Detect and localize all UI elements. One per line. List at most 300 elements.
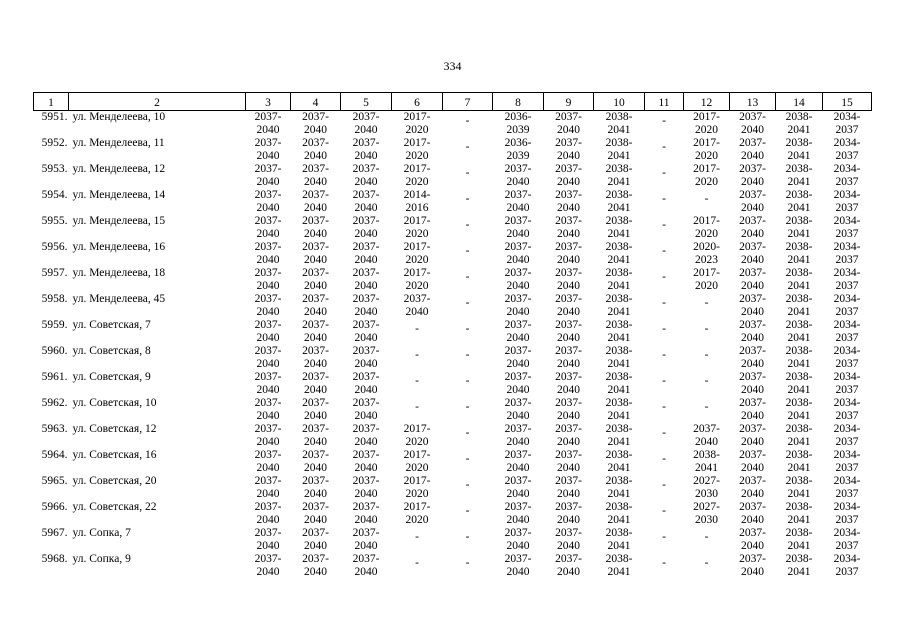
period-cell-col-7: - bbox=[465, 427, 470, 439]
period-cell-col-4: 2037- 2040 bbox=[302, 553, 329, 578]
period-cell-col-13: 2037- 2040 bbox=[739, 423, 766, 448]
period-cell-col-13: 2037- 2040 bbox=[739, 241, 766, 266]
period-cell-col-6: 2017- 2020 bbox=[403, 501, 431, 526]
period-cell-col-4: 2037- 2040 bbox=[302, 345, 329, 370]
period-cell-col-3: 2037- 2040 bbox=[254, 241, 282, 266]
period-cell-col-13: 2037- 2040 bbox=[739, 319, 766, 344]
period-cell-col-14: 2038- 2041 bbox=[785, 475, 813, 500]
row-number: 5953. bbox=[41, 163, 68, 175]
period-cell-col-5: 2037- 2040 bbox=[352, 475, 380, 500]
period-cell-col-10: 2038- 2041 bbox=[605, 163, 633, 188]
period-cell-col-10: 2038- 2041 bbox=[605, 215, 633, 240]
period-cell-col-9: 2037- 2040 bbox=[555, 215, 582, 240]
period-cell-col-3: 2037- 2040 bbox=[254, 345, 282, 370]
period-cell-col-4: 2037- 2040 bbox=[302, 527, 329, 552]
period-cell-col-7: - bbox=[465, 453, 470, 465]
period-cell-col-3: 2037- 2040 bbox=[254, 501, 282, 526]
period-cell-col-7: - bbox=[465, 115, 470, 127]
period-cell-col-3: 2037- 2040 bbox=[254, 215, 282, 240]
period-cell-col-14: 2038- 2041 bbox=[785, 371, 813, 396]
row-number: 5967. bbox=[41, 527, 68, 539]
period-cell-col-10: 2038- 2041 bbox=[605, 527, 633, 552]
period-cell-col-3: 2037- 2040 bbox=[254, 319, 282, 344]
table-row bbox=[34, 241, 872, 267]
period-cell-col-6: 2017- 2020 bbox=[403, 215, 431, 240]
period-cell-col-11: - bbox=[662, 141, 666, 153]
period-cell-col-4: 2037- 2040 bbox=[302, 215, 329, 240]
period-cell-col-14: 2038- 2041 bbox=[785, 163, 813, 188]
period-cell-col-12: - bbox=[704, 375, 709, 387]
address-cell: ул. Менделеева, 45 bbox=[72, 293, 166, 305]
period-cell-col-8: 2037- 2040 bbox=[504, 397, 532, 422]
period-cell-col-12: - bbox=[704, 401, 709, 413]
period-cell-col-11: - bbox=[662, 219, 666, 231]
period-cell-col-11: - bbox=[662, 375, 666, 387]
period-cell-col-11: - bbox=[662, 557, 666, 569]
period-cell-col-4: 2037- 2040 bbox=[302, 449, 329, 474]
period-cell-col-5: 2037- 2040 bbox=[352, 371, 380, 396]
period-cell-col-12: 2017- 2020 bbox=[693, 267, 720, 292]
row-number: 5956. bbox=[41, 241, 68, 253]
period-cell-col-15: 2034- 2037 bbox=[833, 189, 861, 214]
period-cell-col-12: - bbox=[704, 297, 709, 309]
period-cell-col-6: 2017- 2020 bbox=[403, 241, 431, 266]
period-cell-col-3: 2037- 2040 bbox=[254, 189, 282, 214]
period-cell-col-7: - bbox=[465, 479, 470, 491]
period-cell-col-14: 2038- 2041 bbox=[785, 345, 813, 370]
address-cell: ул. Советская, 9 bbox=[72, 371, 151, 383]
period-cell-col-4: 2037- 2040 bbox=[302, 371, 329, 396]
column-header-7: 7 bbox=[443, 93, 493, 111]
period-cell-col-3: 2037- 2040 bbox=[254, 527, 282, 552]
period-cell-col-13: 2037- 2040 bbox=[739, 137, 766, 162]
address-cell: ул. Советская, 16 bbox=[72, 449, 157, 461]
period-cell-col-6: 2017- 2020 bbox=[403, 423, 431, 448]
period-cell-col-12: 2017- 2020 bbox=[693, 111, 720, 136]
period-cell-col-14: 2038- 2041 bbox=[785, 241, 813, 266]
period-cell-col-7: - bbox=[465, 375, 470, 387]
period-cell-col-10: 2038- 2041 bbox=[605, 319, 633, 344]
period-cell-col-4: 2037- 2040 bbox=[302, 475, 329, 500]
period-cell-col-3: 2037- 2040 bbox=[254, 449, 282, 474]
period-cell-col-9: 2037- 2040 bbox=[555, 345, 582, 370]
period-cell-col-3: 2037- 2040 bbox=[254, 137, 282, 162]
address-cell: ул. Менделеева, 18 bbox=[72, 267, 166, 279]
column-header-12: 12 bbox=[684, 93, 730, 111]
period-cell-col-9: 2037- 2040 bbox=[555, 475, 582, 500]
period-cell-col-8: 2037- 2040 bbox=[504, 189, 532, 214]
period-cell-col-15: 2034- 2037 bbox=[833, 267, 861, 292]
period-cell-col-7: - bbox=[465, 193, 470, 205]
period-cell-col-3: 2037- 2040 bbox=[254, 293, 282, 318]
period-cell-col-14: 2038- 2041 bbox=[785, 423, 813, 448]
period-cell-col-8: 2037- 2040 bbox=[504, 553, 532, 578]
period-cell-col-7: - bbox=[465, 271, 470, 283]
period-cell-col-15: 2034- 2037 bbox=[833, 553, 861, 578]
period-cell-col-5: 2037- 2040 bbox=[352, 189, 380, 214]
period-cell-col-8: 2036- 2039 bbox=[504, 137, 532, 162]
table-row bbox=[34, 319, 872, 345]
period-cell-col-10: 2038- 2041 bbox=[605, 423, 633, 448]
period-cell-col-13: 2037- 2040 bbox=[739, 475, 766, 500]
period-cell-col-5: 2037- 2040 bbox=[352, 423, 380, 448]
column-header-9: 9 bbox=[544, 93, 594, 111]
period-cell-col-14: 2038- 2041 bbox=[785, 501, 813, 526]
period-cell-col-4: 2037- 2040 bbox=[302, 241, 329, 266]
period-cell-col-6: 2017- 2020 bbox=[403, 137, 431, 162]
period-cell-col-7: - bbox=[465, 297, 470, 309]
period-cell-col-12: - bbox=[704, 557, 709, 569]
period-cell-col-9: 2037- 2040 bbox=[555, 319, 582, 344]
period-cell-col-12: - bbox=[704, 531, 709, 543]
period-cell-col-9: 2037- 2040 bbox=[555, 527, 582, 552]
address-cell: ул. Менделеева, 10 bbox=[72, 111, 166, 123]
period-cell-col-9: 2037- 2040 bbox=[555, 449, 582, 474]
period-cell-col-10: 2038- 2041 bbox=[605, 267, 633, 292]
row-number: 5962. bbox=[41, 397, 68, 409]
period-cell-col-6: - bbox=[415, 401, 419, 413]
period-cell-col-6: - bbox=[415, 349, 419, 361]
address-cell: ул. Менделеева, 14 bbox=[72, 189, 166, 201]
period-cell-col-8: 2037- 2040 bbox=[504, 449, 532, 474]
period-cell-col-7: - bbox=[465, 141, 470, 153]
table-row bbox=[34, 215, 872, 241]
period-cell-col-3: 2037- 2040 bbox=[254, 111, 282, 136]
column-header-8: 8 bbox=[493, 93, 544, 111]
period-cell-col-9: 2037- 2040 bbox=[555, 293, 582, 318]
period-cell-col-13: 2037- 2040 bbox=[739, 501, 766, 526]
period-cell-col-13: 2037- 2040 bbox=[739, 345, 766, 370]
period-cell-col-13: 2037- 2040 bbox=[739, 111, 766, 136]
row-number: 5968. bbox=[41, 553, 68, 565]
period-cell-col-12: 2027- 2030 bbox=[693, 501, 720, 526]
period-cell-col-4: 2037- 2040 bbox=[302, 111, 329, 136]
period-cell-col-15: 2034- 2037 bbox=[833, 163, 861, 188]
period-cell-col-15: 2034- 2037 bbox=[833, 345, 861, 370]
period-cell-col-9: 2037- 2040 bbox=[555, 501, 582, 526]
period-cell-col-5: 2037- 2040 bbox=[352, 215, 380, 240]
period-cell-col-14: 2038- 2041 bbox=[785, 449, 813, 474]
period-cell-col-7: - bbox=[465, 323, 470, 335]
period-cell-col-5: 2037- 2040 bbox=[352, 397, 380, 422]
column-header-4: 4 bbox=[291, 93, 341, 111]
period-cell-col-4: 2037- 2040 bbox=[302, 267, 329, 292]
column-header-6: 6 bbox=[392, 93, 443, 111]
period-cell-col-3: 2037- 2040 bbox=[254, 475, 282, 500]
row-number: 5952. bbox=[41, 137, 68, 149]
row-number: 5963. bbox=[41, 423, 68, 435]
address-cell: ул. Советская, 10 bbox=[72, 397, 157, 409]
period-cell-col-5: 2037- 2040 bbox=[352, 527, 380, 552]
row-number: 5965. bbox=[41, 475, 68, 487]
table-row bbox=[34, 111, 872, 138]
column-header-5: 5 bbox=[341, 93, 392, 111]
period-cell-col-3: 2037- 2040 bbox=[254, 397, 282, 422]
period-cell-col-8: 2036- 2039 bbox=[504, 111, 532, 136]
period-cell-col-9: 2037- 2040 bbox=[555, 397, 582, 422]
period-cell-col-14: 2038- 2041 bbox=[785, 267, 813, 292]
period-cell-col-5: 2037- 2040 bbox=[352, 137, 380, 162]
period-cell-col-14: 2038- 2041 bbox=[785, 111, 813, 136]
table-row bbox=[34, 449, 872, 475]
table-row bbox=[34, 345, 872, 371]
period-cell-col-9: 2037- 2040 bbox=[555, 371, 582, 396]
period-cell-col-14: 2038- 2041 bbox=[785, 527, 813, 552]
period-cell-col-10: 2038- 2041 bbox=[605, 397, 633, 422]
period-cell-col-10: 2038- 2041 bbox=[605, 553, 633, 578]
address-cell: ул. Менделеева, 12 bbox=[72, 163, 166, 175]
period-cell-col-14: 2038- 2041 bbox=[785, 553, 813, 578]
period-cell-col-15: 2034- 2037 bbox=[833, 527, 861, 552]
period-cell-col-15: 2034- 2037 bbox=[833, 423, 861, 448]
period-cell-col-15: 2034- 2037 bbox=[833, 371, 861, 396]
table-row bbox=[34, 423, 872, 449]
period-cell-col-9: 2037- 2040 bbox=[555, 267, 582, 292]
period-cell-col-15: 2034- 2037 bbox=[833, 137, 861, 162]
period-cell-col-9: 2037- 2040 bbox=[555, 423, 582, 448]
period-cell-col-12: 2017- 2020 bbox=[693, 137, 720, 162]
period-cell-col-10: 2038- 2041 bbox=[605, 293, 633, 318]
period-cell-col-13: 2037- 2040 bbox=[739, 449, 766, 474]
period-cell-col-13: 2037- 2040 bbox=[739, 397, 766, 422]
period-cell-col-14: 2038- 2041 bbox=[785, 293, 813, 318]
period-cell-col-10: 2038- 2041 bbox=[605, 137, 633, 162]
period-cell-col-7: - bbox=[465, 531, 470, 543]
period-cell-col-6: 2017- 2020 bbox=[403, 267, 431, 292]
header-row bbox=[34, 93, 872, 111]
period-cell-col-7: - bbox=[465, 245, 470, 257]
period-cell-col-14: 2038- 2041 bbox=[785, 137, 813, 162]
address-cell: ул. Советская, 7 bbox=[72, 319, 151, 331]
period-cell-col-5: 2037- 2040 bbox=[352, 111, 380, 136]
table-row bbox=[34, 137, 872, 163]
period-cell-col-6: 2017- 2020 bbox=[403, 163, 431, 188]
period-cell-col-15: 2034- 2037 bbox=[833, 475, 861, 500]
period-cell-col-13: 2037- 2040 bbox=[739, 215, 766, 240]
period-cell-col-13: 2037- 2040 bbox=[739, 267, 766, 292]
address-cell: ул. Советская, 22 bbox=[72, 501, 157, 513]
period-cell-col-5: 2037- 2040 bbox=[352, 267, 380, 292]
row-number: 5957. bbox=[41, 267, 68, 279]
column-header-10: 10 bbox=[594, 93, 645, 111]
period-cell-col-8: 2037- 2040 bbox=[504, 475, 532, 500]
period-cell-col-11: - bbox=[662, 297, 666, 309]
row-number: 5961. bbox=[41, 371, 68, 383]
row-number: 5958. bbox=[41, 293, 68, 305]
period-cell-col-10: 2038- 2041 bbox=[605, 241, 633, 266]
address-cell: ул. Менделеева, 15 bbox=[72, 215, 166, 227]
period-cell-col-12: - bbox=[704, 323, 709, 335]
period-cell-col-7: - bbox=[465, 557, 470, 569]
period-cell-col-6: 2017- 2020 bbox=[403, 111, 431, 136]
table-row bbox=[34, 267, 872, 293]
address-cell: ул. Менделеева, 11 bbox=[72, 137, 165, 149]
period-cell-col-10: 2038- 2041 bbox=[605, 371, 633, 396]
address-cell: ул. Менделеева, 16 bbox=[72, 241, 166, 253]
period-cell-col-8: 2037- 2040 bbox=[504, 423, 532, 448]
period-cell-col-7: - bbox=[465, 167, 470, 179]
period-cell-col-11: - bbox=[662, 531, 666, 543]
period-cell-col-11: - bbox=[662, 245, 666, 257]
row-number: 5966. bbox=[41, 501, 68, 513]
period-cell-col-13: 2037- 2040 bbox=[739, 189, 766, 214]
period-cell-col-15: 2034- 2037 bbox=[833, 215, 861, 240]
column-header-2: 2 bbox=[69, 93, 246, 111]
column-header-3: 3 bbox=[246, 93, 291, 111]
period-cell-col-4: 2037- 2040 bbox=[302, 163, 329, 188]
period-cell-col-7: - bbox=[465, 219, 470, 231]
period-cell-col-9: 2037- 2040 bbox=[555, 189, 582, 214]
period-cell-col-11: - bbox=[662, 167, 666, 179]
row-number: 5955. bbox=[41, 215, 68, 227]
table-row bbox=[34, 189, 872, 215]
period-cell-col-10: 2038- 2041 bbox=[605, 189, 633, 214]
period-cell-col-7: - bbox=[465, 349, 470, 361]
row-number: 5960. bbox=[41, 345, 68, 357]
table-header bbox=[34, 93, 872, 111]
period-cell-col-3: 2037- 2040 bbox=[254, 371, 282, 396]
period-cell-col-11: - bbox=[662, 193, 666, 205]
period-cell-col-8: 2037- 2040 bbox=[504, 371, 532, 396]
period-cell-col-8: 2037- 2040 bbox=[504, 319, 532, 344]
period-cell-col-5: 2037- 2040 bbox=[352, 293, 380, 318]
period-cell-col-3: 2037- 2040 bbox=[254, 553, 282, 578]
period-cell-col-5: 2037- 2040 bbox=[352, 553, 380, 578]
period-cell-col-11: - bbox=[662, 115, 666, 127]
period-cell-col-4: 2037- 2040 bbox=[302, 319, 329, 344]
period-cell-col-13: 2037- 2040 bbox=[739, 293, 766, 318]
table-row bbox=[34, 553, 872, 579]
table-row bbox=[34, 163, 872, 189]
period-cell-col-12: 2017- 2020 bbox=[693, 215, 720, 240]
period-cell-col-4: 2037- 2040 bbox=[302, 397, 329, 422]
period-cell-col-8: 2037- 2040 bbox=[504, 163, 532, 188]
address-cell: ул. Советская, 12 bbox=[72, 423, 157, 435]
period-cell-col-10: 2038- 2041 bbox=[605, 501, 633, 526]
table-row bbox=[34, 371, 872, 397]
period-cell-col-12: 2020- 2023 bbox=[693, 241, 720, 266]
period-cell-col-4: 2037- 2040 bbox=[302, 137, 329, 162]
period-cell-col-14: 2038- 2041 bbox=[785, 189, 813, 214]
address-cell: ул. Советская, 20 bbox=[72, 475, 157, 487]
period-cell-col-12: 2038- 2041 bbox=[693, 449, 720, 474]
period-cell-col-3: 2037- 2040 bbox=[254, 423, 282, 448]
period-cell-col-4: 2037- 2040 bbox=[302, 501, 329, 526]
period-cell-col-11: - bbox=[662, 479, 666, 491]
table-row bbox=[34, 293, 872, 319]
table-row bbox=[34, 501, 872, 527]
period-cell-col-3: 2037- 2040 bbox=[254, 163, 282, 188]
address-cell: ул. Сопка, 9 bbox=[72, 553, 131, 565]
period-cell-col-9: 2037- 2040 bbox=[555, 553, 582, 578]
column-header-15: 15 bbox=[823, 93, 872, 111]
period-cell-col-4: 2037- 2040 bbox=[302, 293, 329, 318]
column-header-14: 14 bbox=[776, 93, 823, 111]
period-cell-col-5: 2037- 2040 bbox=[352, 163, 380, 188]
period-cell-col-8: 2037- 2040 bbox=[504, 215, 532, 240]
row-number: 5964. bbox=[41, 449, 68, 461]
period-cell-col-5: 2037- 2040 bbox=[352, 319, 380, 344]
period-cell-col-4: 2037- 2040 bbox=[302, 423, 329, 448]
address-cell: ул. Сопка, 7 bbox=[72, 527, 131, 539]
period-cell-col-12: 2017- 2020 bbox=[693, 163, 720, 188]
register-table bbox=[33, 92, 872, 579]
period-cell-col-9: 2037- 2040 bbox=[555, 241, 582, 266]
period-cell-col-8: 2037- 2040 bbox=[504, 345, 532, 370]
period-cell-col-11: - bbox=[662, 271, 666, 283]
period-cell-col-11: - bbox=[662, 505, 666, 517]
period-cell-col-14: 2038- 2041 bbox=[785, 215, 813, 240]
period-cell-col-13: 2037- 2040 bbox=[739, 163, 766, 188]
row-number: 5959. bbox=[41, 319, 68, 331]
row-number: 5951. bbox=[41, 111, 68, 123]
period-cell-col-8: 2037- 2040 bbox=[504, 293, 532, 318]
period-cell-col-10: 2038- 2041 bbox=[605, 345, 633, 370]
column-header-11: 11 bbox=[645, 93, 684, 111]
period-cell-col-11: - bbox=[662, 427, 666, 439]
page-number: 334 bbox=[443, 59, 462, 73]
table-row bbox=[34, 397, 872, 423]
period-cell-col-15: 2034- 2037 bbox=[833, 111, 861, 136]
period-cell-col-9: 2037- 2040 bbox=[555, 111, 582, 136]
table-row bbox=[34, 475, 872, 501]
period-cell-col-12: - bbox=[704, 193, 709, 205]
row-number: 5954. bbox=[41, 189, 68, 201]
period-cell-col-10: 2038- 2041 bbox=[605, 475, 633, 500]
period-cell-col-12: 2037- 2040 bbox=[693, 423, 720, 448]
period-cell-col-7: - bbox=[465, 505, 470, 517]
period-cell-col-14: 2038- 2041 bbox=[785, 319, 813, 344]
period-cell-col-6: 2017- 2020 bbox=[403, 449, 431, 474]
address-cell: ул. Советская, 8 bbox=[72, 345, 151, 357]
column-header-13: 13 bbox=[730, 93, 776, 111]
period-cell-col-15: 2034- 2037 bbox=[833, 241, 861, 266]
period-cell-col-15: 2034- 2037 bbox=[833, 293, 861, 318]
period-cell-col-8: 2037- 2040 bbox=[504, 241, 532, 266]
period-cell-col-5: 2037- 2040 bbox=[352, 501, 380, 526]
table-body bbox=[34, 111, 872, 580]
period-cell-col-12: - bbox=[704, 349, 709, 361]
period-cell-col-5: 2037- 2040 bbox=[352, 345, 380, 370]
period-cell-col-3: 2037- 2040 bbox=[254, 267, 282, 292]
period-cell-col-10: 2038- 2041 bbox=[605, 449, 633, 474]
period-cell-col-10: 2038- 2041 bbox=[605, 111, 633, 136]
period-cell-col-8: 2037- 2040 bbox=[504, 501, 532, 526]
period-cell-col-5: 2037- 2040 bbox=[352, 449, 380, 474]
column-header-1: 1 bbox=[34, 93, 69, 111]
period-cell-col-13: 2037- 2040 bbox=[739, 371, 766, 396]
period-cell-col-13: 2037- 2040 bbox=[739, 553, 766, 578]
period-cell-col-14: 2038- 2041 bbox=[785, 397, 813, 422]
period-cell-col-6: - bbox=[415, 375, 419, 387]
period-cell-col-8: 2037- 2040 bbox=[504, 527, 532, 552]
period-cell-col-15: 2034- 2037 bbox=[833, 449, 861, 474]
period-cell-col-6: 2017- 2020 bbox=[403, 475, 431, 500]
period-cell-col-11: - bbox=[662, 349, 666, 361]
period-cell-col-6: 2014- 2016 bbox=[403, 189, 431, 214]
period-cell-col-4: 2037- 2040 bbox=[302, 189, 329, 214]
period-cell-col-9: 2037- 2040 bbox=[555, 137, 582, 162]
period-cell-col-8: 2037- 2040 bbox=[504, 267, 532, 292]
period-cell-col-6: - bbox=[415, 557, 419, 569]
period-cell-col-15: 2034- 2037 bbox=[833, 501, 861, 526]
period-cell-col-11: - bbox=[662, 323, 666, 335]
table-row bbox=[34, 527, 872, 553]
period-cell-col-9: 2037- 2040 bbox=[555, 163, 582, 188]
period-cell-col-6: - bbox=[415, 531, 419, 543]
period-cell-col-12: 2027- 2030 bbox=[693, 475, 720, 500]
period-cell-col-11: - bbox=[662, 401, 666, 413]
